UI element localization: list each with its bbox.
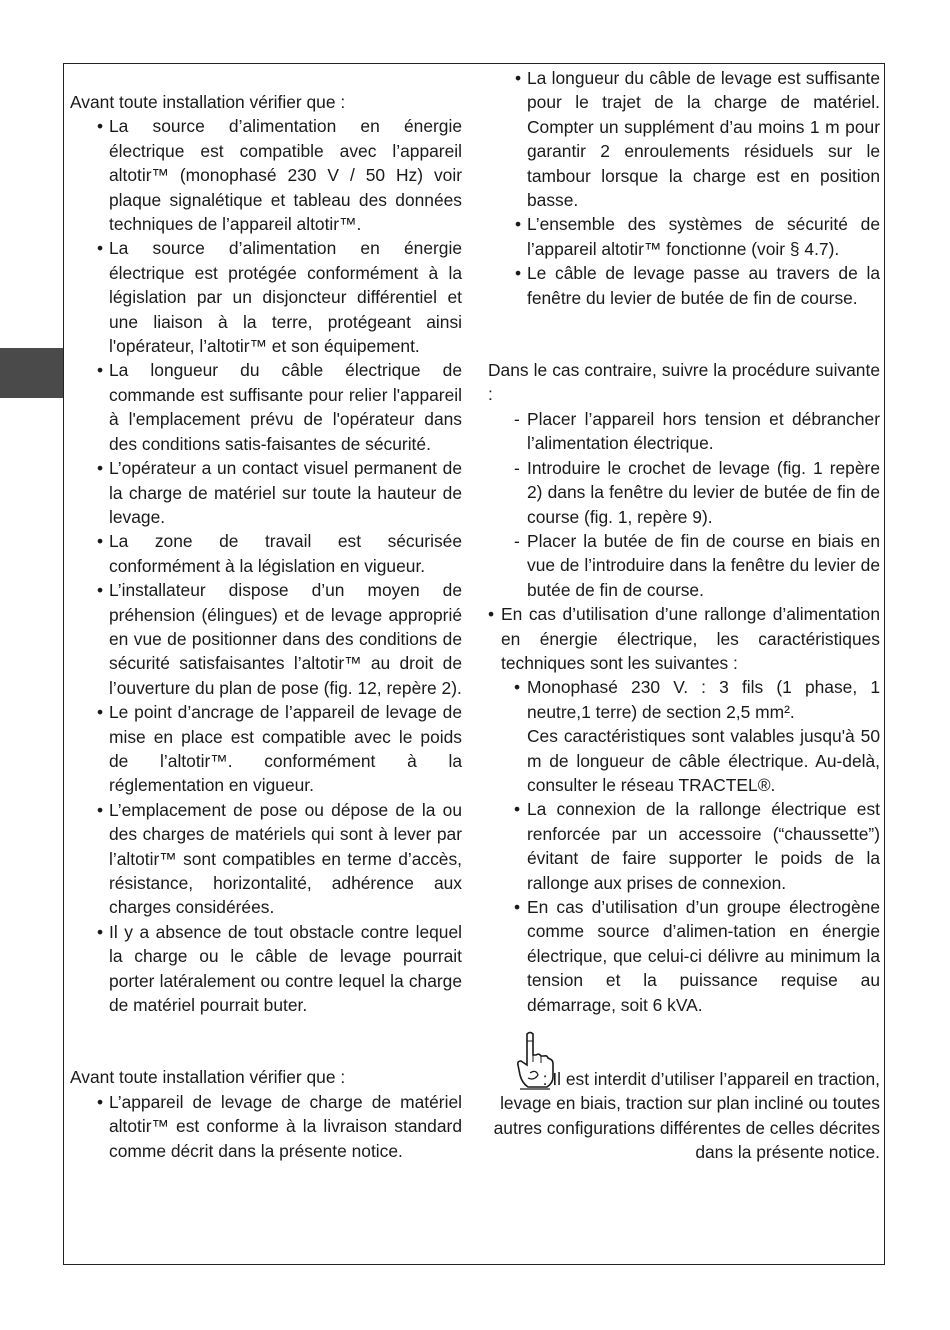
note-text: Ces caractéristiques sont valables jusqu'à 50 m de longueur de câble électrique. Au-delà, consulter le réseau TRACTEL®. [527, 726, 880, 795]
intro-text: Avant toute installation vérifier que : [70, 1067, 346, 1088]
left-column [70, 90, 462, 1163]
procedure-step [488, 407, 880, 456]
list-item [488, 261, 880, 310]
warning-block [488, 1031, 880, 1165]
list-item-text: L’opérateur a un contact visuel permanent de la charge de matériel sur toute la hauteur de levage. [109, 458, 462, 527]
list-item-text: L’ensemble des systèmes de sécurité de l’appareil altotir™ fonctionne (voir § 4.7). [527, 214, 880, 259]
procedure-step [488, 529, 880, 602]
list-item-text: Il y a absence de tout obstacle contre lequel la charge ou le câble de levage pourrait porter latéralement ou contre lequel la charge de matériel pourrait buter. [109, 921, 462, 1016]
bullet-marker: • [515, 68, 522, 88]
procedure-step [488, 456, 880, 529]
list-item-text: En cas d’utilisation d’un groupe électrogène comme source d’alimen-tation en énergie électrique, que celui-ci délivre au minimum la tension et la puissance requise au démarrage, soit 6 kVA. [527, 897, 880, 1015]
procedure-steps [488, 407, 880, 602]
list-item [70, 798, 462, 920]
list-item-text: Monophasé 230 V. : 3 fils (1 phase, 1 neutre,1 terre) de section 2,5 mm². [527, 677, 880, 722]
list-item-text: La connexion de la rallonge électrique est renforcée par un accessoire (“chaussette”) évitant de faire supporter le poids de la rallonge aux prises de connexion. [527, 799, 880, 893]
list-item [70, 358, 462, 456]
list-item [488, 675, 880, 724]
bullet-marker: • [515, 263, 522, 284]
dash-marker: - [514, 457, 520, 478]
dash-marker: - [514, 408, 520, 429]
list-item-text: La source d’alimentation en énergie électrique est protégée conformément à la législation par un disjoncteur différentiel et une liaison à la terre, protégeant ainsi l'opérateur, l’altotir™ et son équipement. [109, 238, 462, 357]
list-item-text: Placer la butée de fin de course en biais en vue de l’introduire dans la fenêtre du levier de butée de fin de course. [527, 530, 880, 600]
list-item-text: La longueur du câble électrique de commande est suffisante pour relier l'appareil à l'emplacement prévu de l'opérateur dans des conditions satis-faisantes de sécurité. [109, 360, 462, 454]
list-item [488, 66, 880, 212]
list-item [70, 1090, 462, 1163]
bullet-marker: • [514, 897, 521, 917]
dash-marker: - [514, 530, 520, 551]
list-item [488, 602, 880, 675]
list-item-text: Le câble de levage passe au travers de la fenêtre du levier de butée de fin de course. [527, 263, 880, 308]
bullet-marker: • [97, 799, 104, 820]
list-item [488, 212, 880, 261]
list-item [70, 920, 462, 1018]
bullet-marker: • [97, 116, 104, 137]
bullet-marker: • [97, 238, 104, 259]
warning-text-content: : Il est interdit d’utiliser l’appareil en traction, levage en biais, traction sur plan incliné ou toutes autres configurations différentes de celles décrites dans la présente notice. [493, 1069, 880, 1163]
list-item [488, 895, 880, 1017]
intro-text: Avant toute installation vérifier que : [70, 92, 346, 112]
bullet-marker: • [514, 677, 521, 698]
list-item-text: La source d’alimentation en énergie électrique est compatible avec l’appareil altotir™ (monophasé 230 V / 50 Hz) voir plaque signalétique et tableau des données techniques de l’appareil altotir™. [109, 116, 462, 235]
checklist [488, 66, 880, 310]
bullet-marker: • [97, 360, 104, 381]
bullet-marker: • [97, 580, 104, 601]
chapter-tab [0, 348, 63, 398]
list-item-text: Introduire le crochet de levage (fig. 1 repère 2) dans la fenêtre du levier de butée de fin de course (fig. 1, repère 9). [527, 457, 880, 527]
list-item [70, 114, 462, 236]
list-item [488, 797, 880, 895]
right-column [488, 66, 880, 1165]
bullet-marker: • [515, 214, 522, 235]
list-item [70, 700, 462, 798]
bullet-marker: • [97, 921, 104, 942]
bullet-marker: • [97, 531, 104, 552]
bullet-marker: • [488, 604, 495, 625]
list-item [70, 529, 462, 578]
pointing-hand-icon [514, 1031, 554, 1091]
list-item [70, 456, 462, 529]
list-item [70, 236, 462, 358]
bullet-marker: • [97, 458, 104, 479]
contrary-text: Dans le cas contraire, suivre la procédure suivante : [488, 360, 880, 405]
bullet-marker: • [97, 702, 104, 723]
list-item-text: La zone de travail est sécurisée conformément à la législation en vigueur. [109, 531, 462, 576]
list-item-text: L’emplacement de pose ou dépose de la ou des charges de matériels qui sont à lever par l’altotir™ sont compatibles en terme d’accès, résistance, horizontalité, adhérence aux charges considérées. [109, 799, 462, 918]
list-item-text: La longueur du câble de levage est suffisante pour le trajet de la charge de matériel. Compter un supplément d’au moins 1 m pour garantir 2 enroulements résiduels sur le tambour lorsque la charge est en position basse. [527, 68, 880, 211]
bullet-marker: • [97, 1091, 104, 1112]
checklist [70, 114, 462, 1017]
checklist [70, 1090, 462, 1163]
list-item-text: En cas d’utilisation d’une rallonge d’alimentation en énergie électrique, les caractéristiques techniques sont les suivantes : [501, 604, 880, 673]
list-item-text: L’installateur dispose d’un moyen de préhension (élingues) et de levage approprié en vue de positionner dans des conditions de sécurité satisfaisantes l’altotir™ au droit de l’ouverture du plan de pose (fig. 12, repère 2). [109, 580, 462, 698]
list-item [70, 578, 462, 700]
list-item-text: Placer l’appareil hors tension et débrancher l’alimentation électrique. [527, 408, 880, 454]
list-item-text: L’appareil de levage de charge de matériel altotir™ est conforme à la livraison standard comme décrit dans la présente notice. [109, 1091, 462, 1161]
bullet-marker: • [514, 799, 521, 820]
list-item-text: Le point d’ancrage de l’appareil de levage de mise en place est compatible avec le poids de l’altotir™. conformément à la réglementation en vigueur. [109, 702, 462, 796]
